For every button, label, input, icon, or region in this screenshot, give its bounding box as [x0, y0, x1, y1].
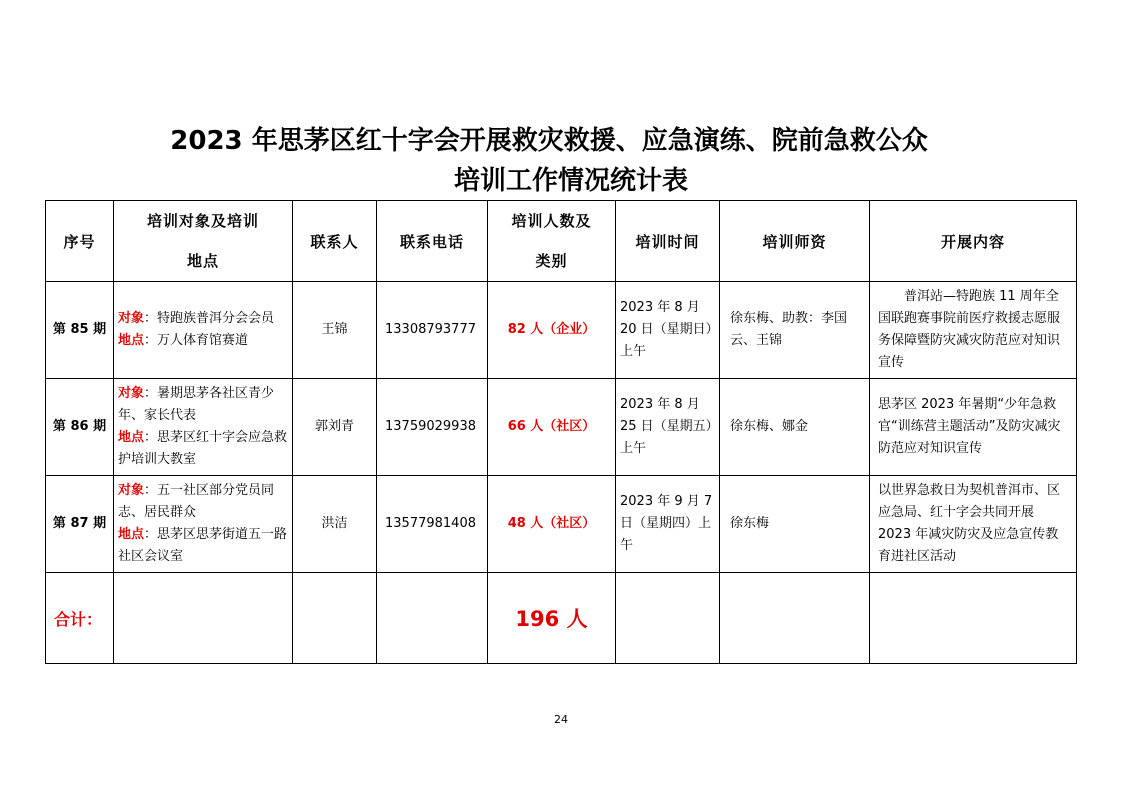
header-count-line1: 培训人数及	[511, 212, 592, 230]
location-text: ：思茅区红十字会应急救护培训大教室	[118, 430, 288, 467]
count-cell: 48 人（社区）	[488, 476, 616, 573]
phone-cell: 13308793777	[377, 282, 488, 379]
target-label: 对象	[118, 386, 145, 401]
total-empty-cell	[616, 573, 720, 664]
target-text: ：特跑族普洱分会会员	[144, 311, 275, 326]
contact-cell: 郭刘青	[293, 379, 377, 476]
target-label: 对象	[118, 311, 145, 326]
document-title-line1: 2023 年思茅区红十字会开展救灾救援、应急演练、院前急救公众	[170, 126, 928, 156]
total-empty-cell	[720, 573, 870, 664]
count-cell: 66 人（社区）	[488, 379, 616, 476]
header-contact: 联系人	[293, 201, 377, 282]
location-label: 地点	[118, 333, 145, 348]
table-row	[46, 282, 1077, 379]
time-cell: 2023 年 8 月 20 日（星期日）上午	[616, 282, 720, 379]
contact-cell: 王锦	[293, 282, 377, 379]
location-text: ：思茅区思茅街道五一路社区会议室	[118, 527, 288, 564]
header-time: 培训时间	[616, 201, 720, 282]
total-empty-cell	[114, 573, 293, 664]
header-teacher: 培训师资	[720, 201, 870, 282]
header-row	[46, 201, 1077, 282]
target-location-cell	[114, 379, 293, 476]
content-cell: 普洱站—特跑族 11 周年全国联跑赛事院前医疗救援志愿服务保障暨防灾减灾防范应对知识宣传	[870, 282, 1077, 379]
header-count-line2: 类别	[535, 252, 568, 270]
page-number: 24	[554, 713, 568, 726]
header-count	[488, 201, 616, 282]
target-text: ：暑期思茅各社区青少年、家长代表	[118, 386, 275, 423]
time-cell: 2023 年 8 月 25 日（星期五）上午	[616, 379, 720, 476]
location-label: 地点	[118, 527, 145, 542]
count-cell: 82 人（企业）	[488, 282, 616, 379]
location-text: ：万人体育馆赛道	[144, 333, 249, 348]
period-cell: 第 85 期	[46, 282, 114, 379]
period-cell: 第 86 期	[46, 379, 114, 476]
table-row	[46, 379, 1077, 476]
teacher-cell: 徐东梅、娜金	[720, 379, 870, 476]
target-location-cell	[114, 476, 293, 573]
total-label: 合计：	[46, 573, 114, 664]
location-line	[118, 330, 288, 352]
contact-cell: 洪洁	[293, 476, 377, 573]
content-cell: 以世界急救日为契机普洱市、区应急局、红十字会共同开展 2023 年减灾防灾及应急宣传教育进社区活动	[870, 476, 1077, 573]
table-row	[46, 476, 1077, 573]
total-value: 196 人	[488, 573, 616, 664]
header-seq: 序号	[46, 201, 114, 282]
content-cell: 思茅区 2023 年暑期“少年急救官“训练营主题活动”及防灾减灾防范应对知识宣传	[870, 379, 1077, 476]
target-location-cell	[114, 282, 293, 379]
location-line	[118, 524, 288, 568]
teacher-cell: 徐东梅	[720, 476, 870, 573]
target-text: ：五一社区部分党员同志、居民群众	[118, 483, 275, 520]
teacher-cell: 徐东梅、助教：李国云、王锦	[720, 282, 870, 379]
header-target-line2: 地点	[186, 252, 219, 270]
period-cell: 第 87 期	[46, 476, 114, 573]
total-empty-cell	[870, 573, 1077, 664]
location-label: 地点	[118, 430, 145, 445]
time-cell: 2023 年 9 月 7 日（星期四）上午	[616, 476, 720, 573]
header-phone: 联系电话	[377, 201, 488, 282]
target-line	[118, 383, 288, 427]
phone-cell: 13577981408	[377, 476, 488, 573]
header-target-line1: 培训对象及培训	[146, 212, 259, 230]
target-line	[118, 308, 288, 330]
target-line	[118, 480, 288, 524]
total-empty-cell	[377, 573, 488, 664]
phone-cell: 13759029938	[377, 379, 488, 476]
document-title-line2: 培训工作情况统计表	[453, 166, 688, 196]
header-target	[114, 201, 293, 282]
total-empty-cell	[293, 573, 377, 664]
location-line	[118, 427, 288, 471]
target-label: 对象	[118, 483, 145, 498]
header-content: 开展内容	[870, 201, 1077, 282]
total-row	[46, 573, 1077, 664]
statistics-table	[45, 200, 1077, 664]
